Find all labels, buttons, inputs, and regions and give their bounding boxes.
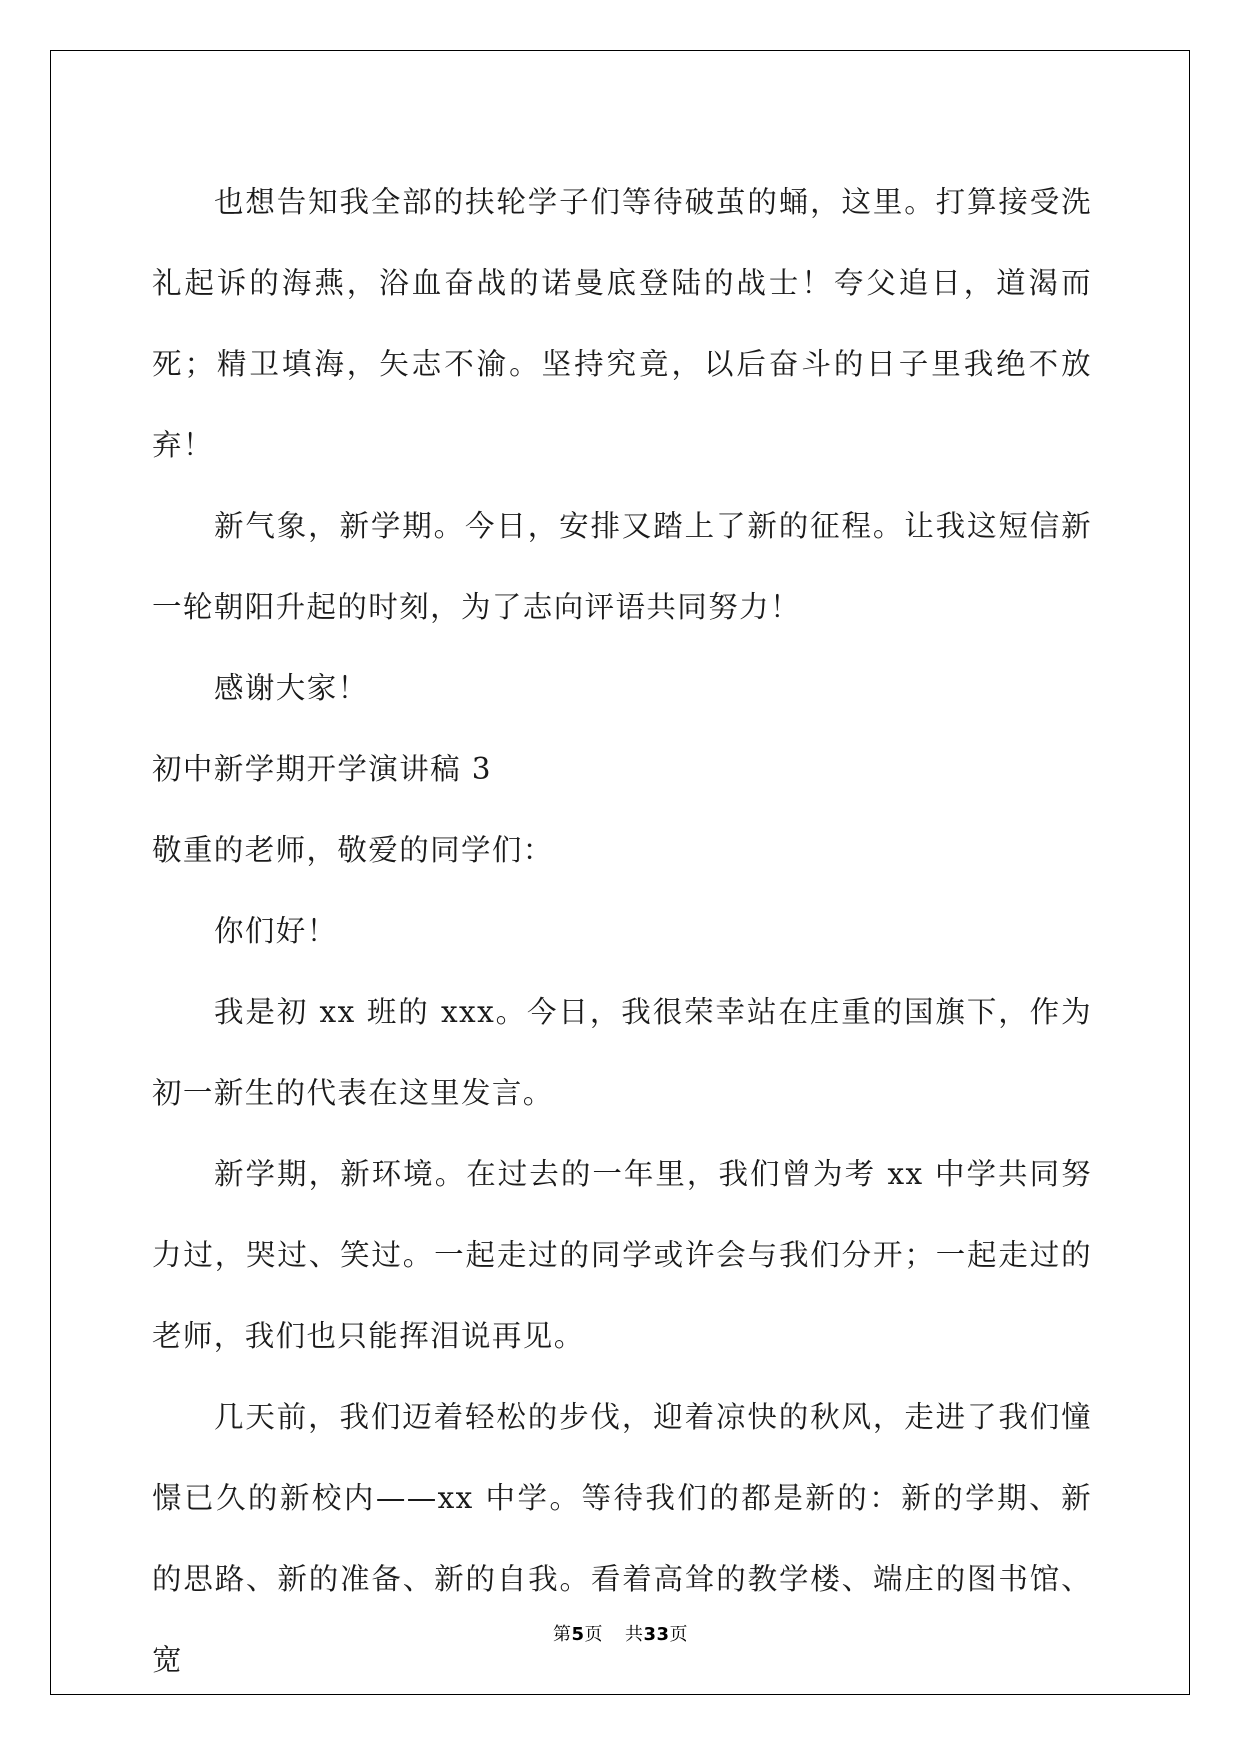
paragraph: 几天前，我们迈着轻松的步伐，迎着凉快的秋风，走进了我们憧憬已久的新校内——xx 中学。等待我们的都是新的：新的学期、新的思路、新的准备、新的自我。看着高耸的教学楼、端庄的图书馆、宽	[152, 1400, 1092, 1677]
paragraph: 新学期，新环境。在过去的一年里，我们曾为考 xx 中学共同努力过，哭过、笑过。一起走过的同学或许会与我们分开；一起走过的老师，我们也只能挥泪说再见。	[152, 1157, 1092, 1353]
current-page-number: 5	[571, 1624, 585, 1645]
page-footer	[0, 1620, 1241, 1646]
footer-prefix: 第	[552, 1624, 572, 1645]
footer-page-suffix: 页	[584, 1624, 603, 1645]
paragraph: 也想告知我全部的扶轮学子们等待破茧的蛹，这里。打算接受洗礼起诉的海燕，浴血奋战的诺曼底登陆的战士！夸父追日，道渴而死；精卫填海，矢志不渝。坚持究竟，以后奋斗的日子里我绝不放弃！	[152, 185, 1092, 462]
paragraph: 你们好！	[214, 914, 338, 948]
document-body	[152, 162, 1092, 1701]
paragraph: 新气象，新学期。今日，安排又踏上了新的征程。让我这短信新一轮朝阳升起的时刻，为了志向评语共同努力！	[152, 509, 1092, 624]
footer-total-suffix: 页	[669, 1624, 689, 1645]
salutation: 敬重的老师，敬爱的同学们：	[152, 833, 554, 867]
paragraph: 感谢大家！	[214, 671, 369, 705]
paragraph: 我是初 xx 班的 xxx。今日，我很荣幸站在庄重的国旗下，作为初一新生的代表在这里发言。	[152, 995, 1092, 1110]
section-heading: 初中新学期开学演讲稿 3	[152, 752, 492, 786]
total-page-count: 33	[643, 1624, 670, 1645]
footer-total-prefix: 共	[624, 1624, 644, 1645]
